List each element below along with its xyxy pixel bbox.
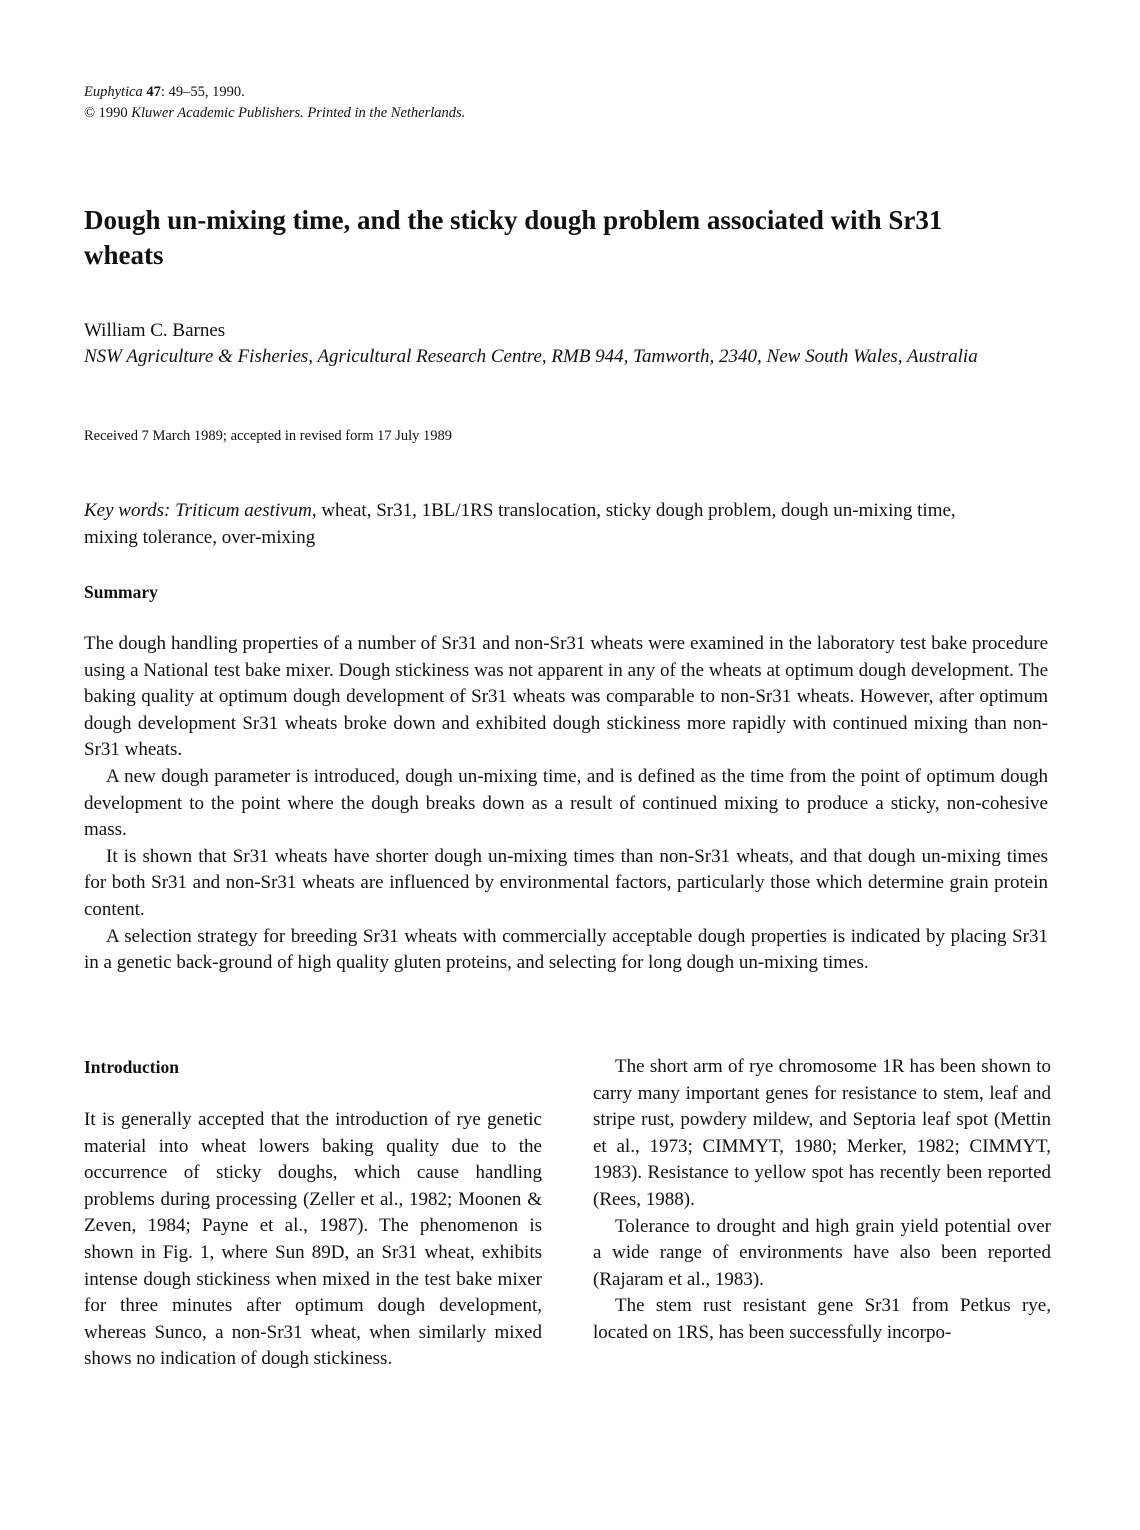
summary-paragraph: The dough handling properties of a number of Sr31 and non-Sr31 wheats were examined in the laboratory test bake procedure using a National test bake mixer. Dough stickiness was not apparent in any of the wheats at optimum dough development. The baking quality at optimum dough development of Sr31 wheats was comparable to non-Sr31 wheats. However, after optimum dough development Sr31 wheats broke down and exhibited dough stickiness more rapidly with continued mixing than non-Sr31 wheats.: [84, 633, 1048, 761]
publisher-line: Kluwer Academic Publishers. Printed in the Netherlands.: [131, 105, 466, 121]
copyright-icon: ©: [84, 105, 96, 121]
copyright-year: 1990: [98, 105, 128, 121]
introduction-paragraph: The stem rust resistant gene Sr31 from Petkus rye, located on 1RS, has been successfully incorpo-: [593, 1295, 1051, 1343]
summary-paragraph: A selection strategy for breeding Sr31 wheats with commercially acceptable dough properties is indicated by placing Sr31 in a genetic back-ground of high quality gluten proteins, and selecting for long dough un-mixing times.: [84, 925, 1048, 974]
introduction-paragraph: The short arm of rye chromosome 1R has been shown to carry many important genes for resistance to stem, leaf and stripe rust, powdery mildew, and Septoria leaf spot (Mettin et al., 1973; CIMMYT, 1980; Merker, 1982; CIMMYT, 1983). Resistance to yellow spot has recently been reported (Rees, 1988).: [593, 1056, 1051, 1210]
citation-line: [84, 82, 465, 103]
journal-volume: 47: [146, 84, 161, 100]
received-dates: Received 7 March 1989; accepted in revised form 17 July 1989: [84, 428, 453, 444]
keywords-list: , wheat, Sr31, 1BL/1RS translocation, sticky dough problem, dough un-mixing time, mixing tolerance, over-mixing: [84, 500, 956, 548]
author-name: William C. Barnes: [84, 320, 226, 341]
introduction-left-column: [84, 1107, 542, 1373]
author-affiliation: NSW Agriculture & Fisheries, Agricultural Research Centre, RMB 944, Tamworth, 2340, New South Wales, Australia: [84, 346, 978, 367]
keywords-species: Triticum aestivum: [175, 500, 312, 521]
summary-heading: Summary: [84, 582, 158, 602]
summary-paragraph: A new dough parameter is introduced, dough un-mixing time, and is defined as the time from the point of optimum dough development to the point where the dough breaks down as a result of continued mixing to produce a sticky, non-cohesive mass.: [84, 765, 1048, 841]
keywords: [84, 497, 984, 551]
introduction-right-column: [593, 1054, 1051, 1347]
keywords-label: Key words:: [84, 500, 171, 521]
copyright-line: [84, 103, 465, 124]
journal-pages-year: : 49–55, 1990.: [160, 84, 245, 100]
introduction-heading: Introduction: [84, 1057, 179, 1077]
summary-body: [84, 631, 1048, 977]
introduction-paragraph: It is generally accepted that the introduction of rye genetic material into wheat lowers baking quality due to the occurrence of sticky doughs, which cause handling problems during processing (Zeller et al., 1982; Moonen & Zeven, 1984; Payne et al., 1987). The phenomenon is shown in Fig. 1, where Sun 89D, an Sr31 wheat, exhibits intense dough stickiness when mixed in the test bake mixer for three minutes after optimum dough development, whereas Sunco, a non-Sr31 wheat, when similarly mixed shows no indication of dough stickiness.: [84, 1109, 542, 1370]
summary-paragraph: It is shown that Sr31 wheats have shorter dough un-mixing times than non-Sr31 wheats, and that dough un-mixing times for both Sr31 and non-Sr31 wheats are influenced by environmental factors, particularly those which determine grain protein content.: [84, 845, 1048, 920]
introduction-paragraph: Tolerance to drought and high grain yield potential over a wide range of environments have also been reported (Rajaram et al., 1983).: [593, 1215, 1051, 1290]
journal-citation: [84, 82, 465, 124]
article-title: Dough un-mixing time, and the sticky dough problem associated with Sr31 wheats: [84, 205, 943, 270]
journal-name: Euphytica: [84, 84, 143, 100]
